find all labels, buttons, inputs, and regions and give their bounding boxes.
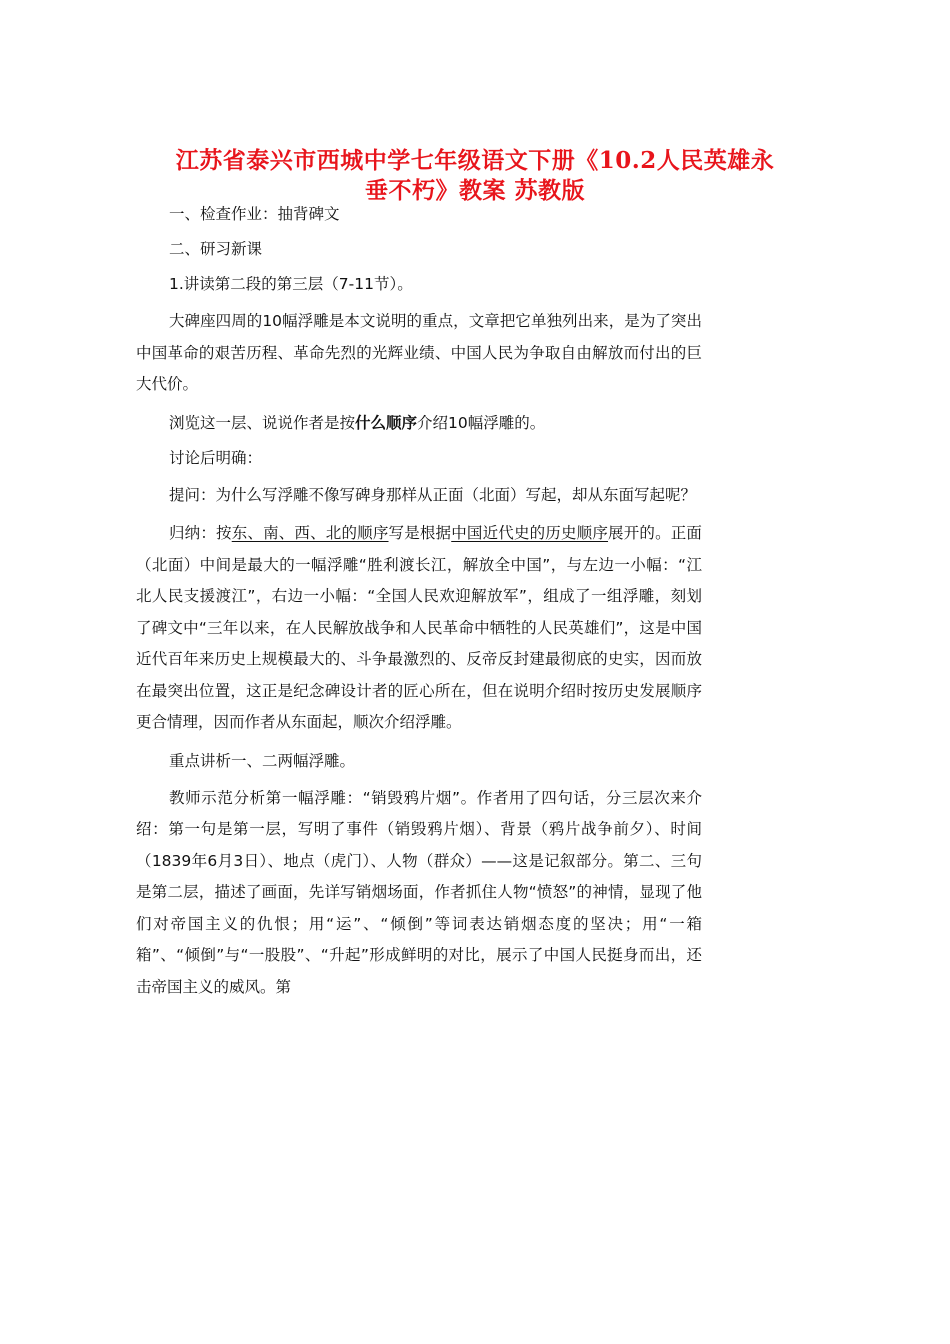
paragraph-focus: 重点讲析一、二两幅浮雕。 [169,751,356,770]
section-study-new: 二、研习新课 [169,240,263,258]
summary-rest: 展开的。正面（北面）中间是最大的一幅浮雕“胜利渡长江，解放全中国”，与左边一小幅：“江北人民支援渡江”，右边一小幅：“全国人民欢迎解放军”，组成了一组浮雕，刻划了碑文中“三年以来，在人民解放战争和人民革命中牺牲的人民英雄们”，这是中国近代百年来历史上规模最大的、斗争最激烈的、反帝反封建最彻底的史实，因而放在最突出位置，这正是纪念碑设计者的匠心所在，但在说明介绍时按历史发展顺序更合情理，因而作者从东面起，顺次介绍浮雕。 [136,524,702,731]
item-1-heading: 1.讲读第二段的第三层（7-11节）。 [169,275,413,293]
summary-underline-history-order: 中国近代史的历史顺序 [451,524,609,542]
paragraph-teacher-demo: 教师示范分析第一幅浮雕：“销毁鸦片烟”。作者用了四句话，分三层次来介绍：第一句是第一层，写明了事件（销毁鸦片烟）、背景（鸦片战争前夕）、时间（1839年6月3日）、地点（虎门）、人物（群众）——这是记叙部分。第二、三句是第二层，描述了画面，先详写销烟场面，作者抓住人物“愤怒”的神情，显现了他们对帝国主义的仇恨；用“运”、“倾倒”等词表达销烟态度的坚决；用“一箱箱”、“倾倒”与“一股股”、“升起”形成鲜明的对比，展示了中国人民挺身而出，还击帝国主义的威风。第 [136,788,702,996]
paragraph-browse [136,408,702,438]
browse-before: 浏览这一层、说说作者是按 [169,413,356,432]
summary-underline-direction-order: 东、南、西、北的顺序 [231,524,389,542]
paragraph-relief-focus: 大碑座四周的10幅浮雕是本文说明的重点，文章把它单独列出来，是为了突出中国革命的艰苦历程、革命先烈的光辉业绩、中国人民为争取自由解放而付出的巨大代价。 [136,312,702,393]
title-line-1: 江苏省泰兴市西城中学七年级语文下册《10.2人民英雄永 [175,147,775,174]
paragraph-summary [136,518,702,739]
document-title [120,146,830,206]
browse-bold: 什么顺序 [355,413,418,432]
summary-prefix: 归纳：按 [169,524,232,542]
section-check-homework: 一、检查作业：抽背碑文 [169,205,340,223]
title-line-2: 垂不朽》教案 苏教版 [364,177,585,204]
browse-after: 介绍10幅浮雕的。 [417,413,546,432]
document-body [136,199,702,1003]
paragraph-discuss: 讨论后明确： [169,448,263,467]
paragraph-question: 提问：为什么写浮雕不像写碑身那样从正面（北面）写起，却从东面写起呢？ [169,485,697,504]
summary-middle: 写是根据 [388,524,452,542]
